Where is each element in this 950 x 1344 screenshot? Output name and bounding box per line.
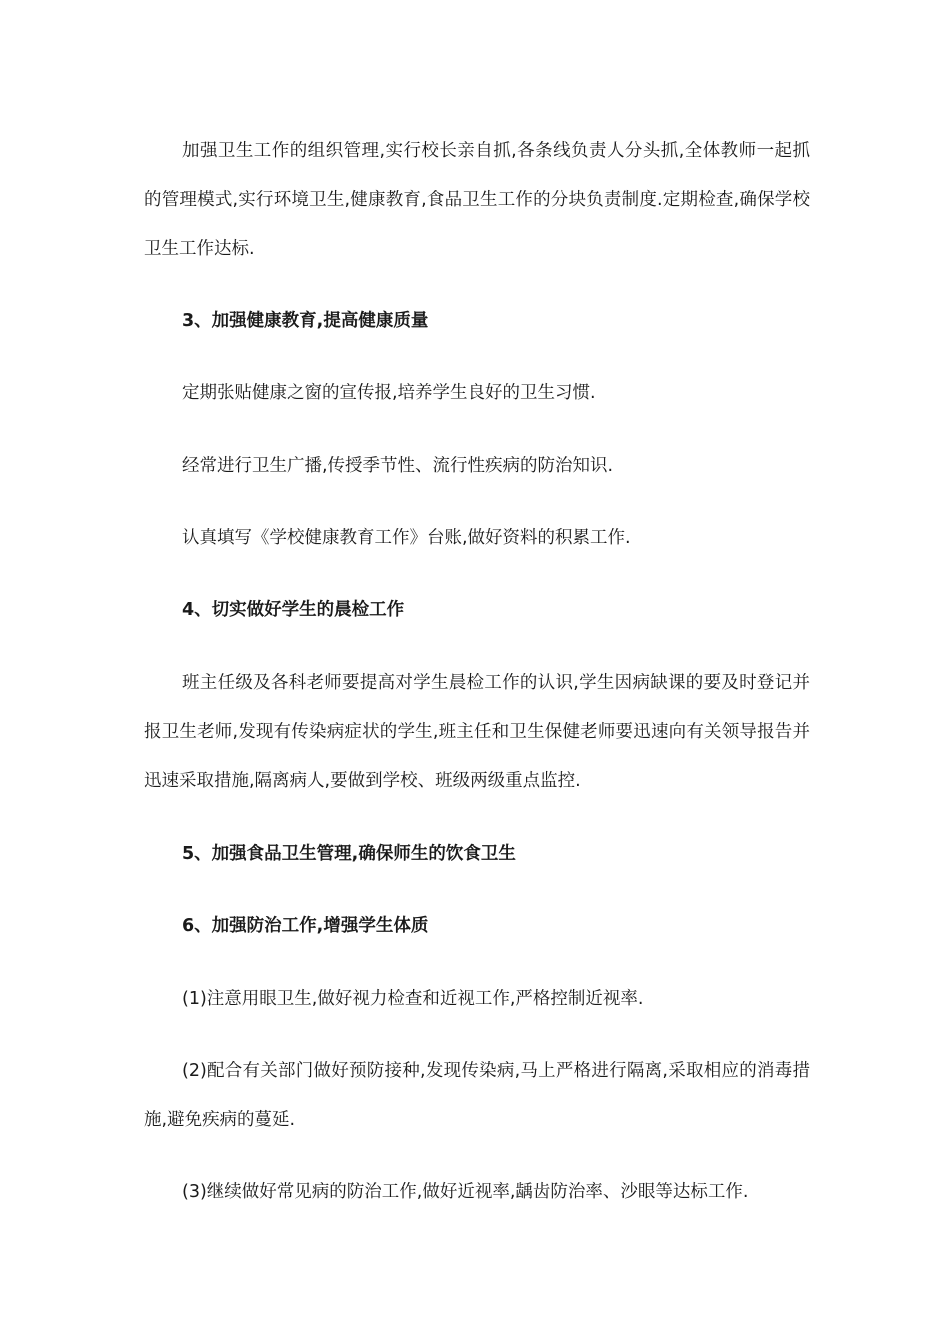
paragraph-morning-check: 班主任级及各科老师要提高对学生晨检工作的认识,学生因病缺课的要及时登记并报卫生老师,发现有传染病症状的学生,班主任和卫生保健老师要迅速向有关领导报告并迅速采取措施,隔离病人,要做到学校、班级两级重点监控. [144, 673, 810, 791]
paragraph-management: 加强卫生工作的组织管理,实行校长亲自抓,各条线负责人分头抓,全体教师一起抓的管理模式,实行环境卫生,健康教育,食品卫生工作的分块负责制度.定期检查,确保学校卫生工作达标. [144, 141, 810, 259]
heading-5-food-safety: 5、加强食品卫生管理,确保师生的饮食卫生 [182, 844, 516, 864]
paragraph-ledger: 认真填写《学校健康教育工作》台账,做好资料的积累工作. [182, 528, 631, 548]
paragraph-item-2: (2)配合有关部门做好预防接种,发现传染病,马上严格进行隔离,采取相应的消毒措施,避免疾病的蔓延. [144, 1061, 810, 1130]
heading-6-prevention: 6、加强防治工作,增强学生体质 [182, 916, 429, 936]
paragraph-item-3: (3)继续做好常见病的防治工作,做好近视率,龋齿防治率、沙眼等达标工作. [182, 1182, 749, 1202]
paragraph-item-1: (1)注意用眼卫生,做好视力检查和近视工作,严格控制近视率. [182, 989, 644, 1009]
paragraph-broadcast: 经常进行卫生广播,传授季节性、流行性疾病的防治知识. [182, 456, 614, 476]
heading-3-health-education: 3、加强健康教育,提高健康质量 [182, 311, 429, 331]
heading-4-morning-check: 4、切实做好学生的晨检工作 [182, 600, 405, 620]
paragraph-health-window: 定期张贴健康之窗的宣传报,培养学生良好的卫生习惯. [182, 383, 596, 403]
